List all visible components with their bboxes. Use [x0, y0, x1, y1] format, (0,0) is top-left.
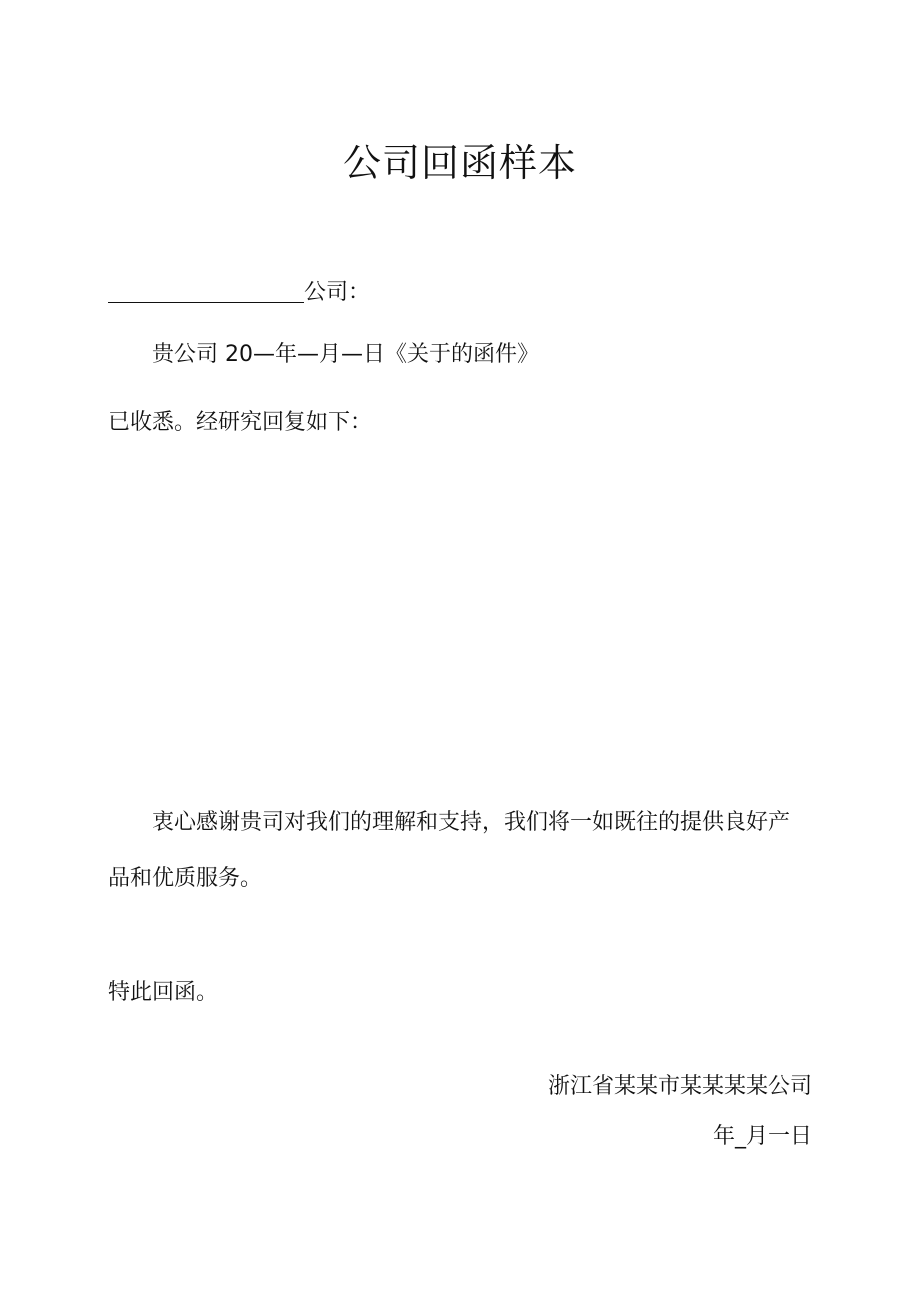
received-line: 已收悉。经研究回复如下：: [108, 410, 373, 435]
page-title: 公司回函样本: [342, 141, 577, 185]
thanks-paragraph-line-1: 衷心感谢贵司对我们的理解和支持，我们将一如既往的提供良好产: [152, 810, 791, 835]
addressee-line: [108, 278, 370, 308]
thanks-paragraph-line-2: 品和优质服务。: [108, 866, 263, 891]
addressee-blank: [108, 280, 304, 303]
reference-line: 贵公司 20—年—月—日《关于的函件》: [152, 342, 539, 367]
addressee-suffix: 公司：: [304, 280, 371, 305]
signature-date: 年_月一日: [712, 1124, 812, 1149]
closing-text: 特此回函。: [108, 980, 219, 1005]
signature-company: 浙江省某某市某某某某公司: [547, 1074, 812, 1099]
